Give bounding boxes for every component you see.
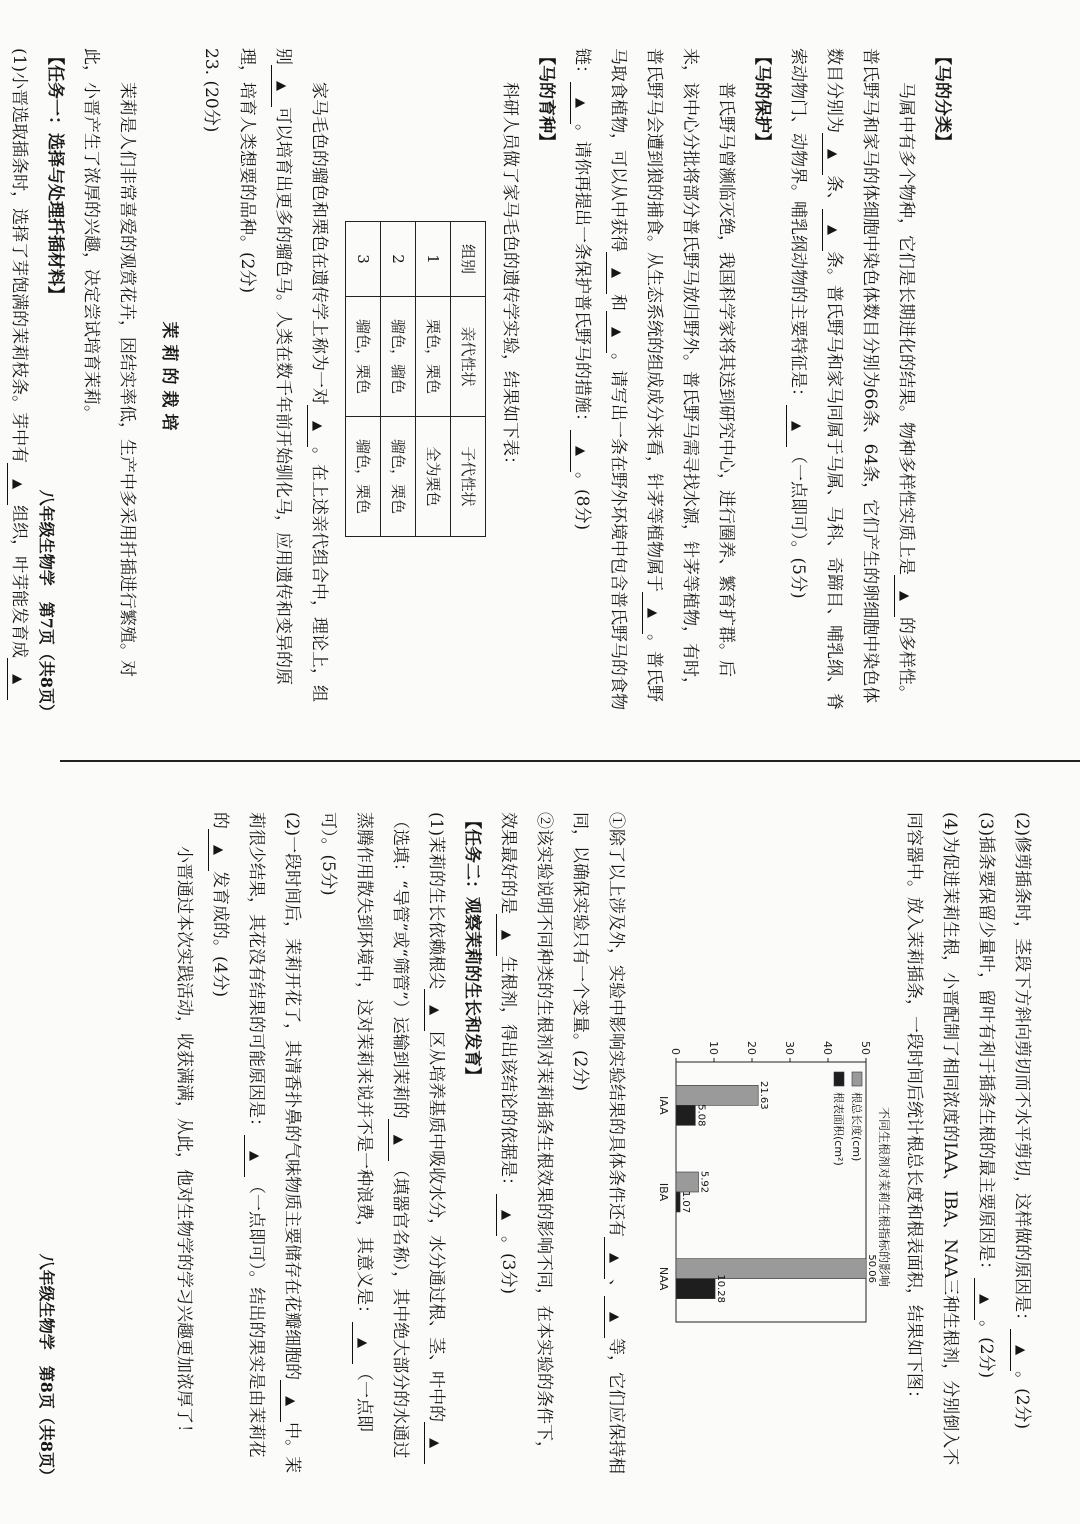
answer-blank[interactable]: ▲ — [307, 405, 326, 447]
answer-blank[interactable]: ▲ — [604, 1296, 623, 1338]
answer-blank[interactable]: ▲ — [208, 829, 227, 871]
question-4-2 — [490, 812, 562, 1474]
chart-svg — [646, 1022, 876, 1332]
text-segment: （一点即可）。结出的果实是由茉莉花的 — [210, 812, 266, 1458]
page-footer: 八年级生物学 第8页（共8页） — [37, 1253, 56, 1484]
answer-blank[interactable]: ▲ — [244, 1135, 263, 1177]
answer-blank[interactable]: ▲ — [352, 1322, 371, 1364]
table-cell: 1 — [416, 221, 451, 296]
table-header-row — [451, 221, 486, 536]
exam-page-8 — [0, 764, 1080, 1524]
chart-title: 不同生根剂对茉莉生根指标的影响 — [877, 1106, 891, 1287]
text-segment: (2)修剪插条时，茎段下方斜向剪切而不水平剪切，这样做的原因是： — [1012, 812, 1032, 1330]
section-subtitle: 茉莉的栽培 — [159, 321, 179, 437]
text-segment: （一点即可）。(5分) — [788, 447, 808, 599]
cross-results-table — [345, 221, 486, 537]
table-cell: 骝色，栗色 — [346, 296, 381, 416]
table-header: 组别 — [451, 221, 486, 296]
breeding-intro: 科研人员做了家马毛色的遗传学实验，结果如下表： — [500, 82, 520, 473]
section-heading-breeding: 【马的育种】 — [536, 48, 556, 150]
text-segment: 生根剂，得出该结论的依据是： — [498, 956, 518, 1194]
answer-blank[interactable]: ▲ — [606, 311, 625, 353]
rooting-chart — [642, 1022, 892, 1332]
task-two-heading: 【任务二：观察茉莉的生长和发育】 — [462, 812, 482, 1084]
x-category-label: IAA — [657, 1096, 670, 1115]
text-segment: 普氏野马曾濒临灭绝，我国科学家将其送到研究中心，进行圈养、繁育扩群。后来，该中心分批将部分普氏野马放归野外。普氏野马需寻找水源，针茅等植物，有时，普氏野马会遭到狼的捕食。从生态系统的组成成分来看，针茅等植物属于 — [644, 48, 736, 694]
text-segment: 发育成的。(4分) — [210, 871, 230, 998]
y-tick-label: 0 — [669, 1048, 682, 1055]
text-segment: (1)小晋选取插条时，选择了芽饱满的茉莉枝条。芽中有 — [9, 48, 29, 464]
text-segment: （一点即可）。(5分) — [318, 812, 374, 1432]
answer-blank[interactable]: ▲ — [271, 65, 290, 107]
text-segment: 。请你再提出一条保护普氏野马的措施： — [572, 124, 592, 430]
y-tick-label: 10 — [707, 1041, 720, 1055]
answer-blank[interactable]: ▲ — [496, 1194, 515, 1236]
text-segment: 可以培育出更多的骝色马。人类在数千年前开始驯化马，应用遗传和变异的原理，培育人类想要的品种。(2分) — [237, 48, 293, 685]
paragraph-intro-jasmine: 茉莉是人们非常喜爱的观赏花卉，因结实率低，生产中多采用扦插进行繁殖。对此，小晋产生了浓厚的兴趣，决定尝试培育茉莉。 — [81, 48, 137, 677]
answer-blank[interactable]: ▲ — [424, 989, 443, 1031]
answer-blank[interactable]: ▲ — [7, 463, 26, 505]
question-number: 23. (20分) — [201, 48, 221, 133]
question-4: (4)为促进茉莉生根，小晋配制了相同浓度的IAA、IBA、NAA三种生根剂，分别倒入不同容器中。放入茉莉插条，一段时间后统计根总长度和根表面积，结果如下图： — [904, 812, 960, 1466]
page-footer: 八年级生物学 第7页（共8页） — [37, 489, 56, 720]
text-segment: 马属中有多个物种，它们是长期进化的结果。物种多样性实质上是 — [896, 82, 916, 575]
table-cell: 3 — [346, 221, 381, 296]
text-segment: 。(8分) — [572, 472, 592, 531]
answer-blank[interactable]: ▲ — [822, 133, 841, 175]
bar-value-label: 50.06 — [866, 1254, 878, 1283]
answer-blank[interactable]: ▲ — [894, 575, 913, 617]
section-heading-protection: 【马的保护】 — [752, 48, 772, 150]
bar — [676, 1259, 866, 1279]
answer-blank[interactable]: ▲ — [786, 405, 805, 447]
answer-blank[interactable]: ▲ — [388, 1119, 407, 1161]
text-segment: 。(2分) — [1012, 1371, 1032, 1430]
answer-blank[interactable]: ▲ — [280, 1380, 299, 1422]
text-segment: 。请写出一条在野外环境中包含普氏野马的食物链： — [572, 48, 628, 710]
exam-page-7 — [0, 0, 1080, 760]
text-segment: 组织，叶芽能发育成 — [9, 505, 29, 659]
text-segment: (2)一段时间后，茉莉开花了，其清香扑鼻的气味物质主要储存在花瓣细胞的 — [282, 812, 302, 1381]
task-two-question-2 — [202, 812, 310, 1474]
table-row — [381, 221, 416, 536]
table-row — [346, 221, 381, 536]
answer-blank[interactable]: ▲ — [604, 1237, 623, 1279]
table-cell: 骝色，栗色 — [346, 417, 381, 537]
text-segment: 。(2分) — [976, 1320, 996, 1379]
legend-swatch — [834, 1072, 844, 1086]
text-segment: 条、 — [824, 175, 844, 209]
answer-blank[interactable]: ▲ — [642, 592, 661, 634]
text-segment: 条。普氏野马和家马同属于马属、马科、奇蹄目、哺乳纲、脊索动物门、动物界。哺乳纲动物的主要特征是： — [788, 48, 844, 710]
table-cell: 骝色，骝色 — [381, 296, 416, 416]
text-segment: 。普氏野马取食植物，可以从中获得 — [608, 48, 664, 702]
text-segment: 。在上述亲代组合中，理论上，组别 — [273, 48, 329, 702]
bar-value-label: 5.08 — [695, 1104, 707, 1127]
table-cell: 全为栗色 — [416, 417, 451, 537]
y-tick-label: 50 — [859, 1041, 872, 1055]
legend-label: 根总长度(cm) — [850, 1092, 863, 1162]
section-heading-classification: 【马的分类】 — [932, 48, 952, 150]
text-segment: (1)茉莉的生长依赖根尖 — [426, 812, 446, 990]
bar-value-label: 10.28 — [715, 1274, 727, 1303]
text-segment: ②该实验说明不同种类的生根剂对茉莉插条生根效果的影响不同，在本实验的条件下，效果最好的是 — [498, 812, 554, 1458]
bar-value-label: 1.07 — [680, 1190, 692, 1214]
paragraph-breeding — [229, 48, 337, 710]
question-2 — [1004, 812, 1040, 1474]
question-4-1 — [562, 812, 634, 1474]
answer-blank[interactable]: ▲ — [822, 209, 841, 251]
bar — [676, 1279, 715, 1299]
page-8-content — [0, 764, 1080, 1524]
text-segment: 、 — [606, 1279, 626, 1296]
answer-blank[interactable]: ▲ — [606, 252, 625, 294]
question-3 — [968, 812, 1004, 1474]
table-header: 亲代性状 — [451, 296, 486, 416]
y-tick-label: 30 — [783, 1041, 796, 1055]
text-segment: 家马毛色的骝色和栗色在遗传学上称为一对 — [309, 82, 329, 405]
x-category-label: IBA — [657, 1182, 670, 1202]
closing-remark: 小晋通过本次实践活动，收获满满，从此，他对生物学的学习兴趣更加浓厚了！ — [174, 846, 194, 1441]
text-segment: 和 — [608, 294, 628, 311]
text-segment: （选填：“导管”或“筛管”）运输到茉莉的 — [390, 812, 410, 1119]
bar-value-label: 21.63 — [758, 1081, 770, 1110]
text-segment: 。(3分) — [498, 1236, 518, 1295]
legend-swatch — [852, 1072, 862, 1086]
bar-value-label: 5.92 — [698, 1170, 710, 1194]
bar — [676, 1085, 758, 1105]
legend-label: 根表面积(cm²) — [832, 1092, 845, 1166]
answer-blank[interactable]: ▲ — [7, 658, 26, 700]
text-segment: 中。茉莉很少结果，其花没有结果的可能原因是： — [246, 812, 302, 1474]
bar — [676, 1105, 695, 1125]
answer-blank[interactable]: ▲ — [974, 1278, 993, 1320]
text-segment: 等，它们应保持相同，以确保实验只有一个变量。(2分) — [570, 812, 626, 1474]
paragraph-protection — [564, 48, 744, 710]
y-tick-label: 20 — [745, 1041, 758, 1055]
text-segment: 的多样性。普氏野马和家马的体细胞中染色体数目分别为66条、64条，它们产生的卵细胞中染色体数目分别为 — [824, 48, 916, 704]
text-segment: ①除了以上涉及外，实验中影响实验结果的具体条件还有 — [606, 812, 626, 1237]
text-segment: (3)插条要保留少量叶，留叶有利于插条生根的最主要原因是： — [976, 812, 996, 1279]
answer-blank[interactable]: ▲ — [570, 82, 589, 124]
table-row — [416, 221, 451, 536]
text-segment: （填器官名称），其中绝大部分的水通过蒸腾作用散失到环境中，这对茉莉来说并不是一种浪费，其意义是： — [354, 812, 410, 1459]
task-one-heading: 【任务一：选择与处理扦插材料】 — [45, 48, 65, 303]
answer-blank[interactable]: ▲ — [570, 430, 589, 472]
bar — [676, 1172, 698, 1192]
paragraph-classification — [780, 48, 924, 710]
answer-blank[interactable]: ▲ — [496, 914, 515, 956]
answer-blank[interactable]: ▲ — [424, 1422, 443, 1464]
page-7-content — [0, 0, 1080, 760]
text-segment: 区从培养基质中吸收水分，水分通过根、茎、叶中的 — [426, 1031, 446, 1423]
y-tick-label: 40 — [821, 1041, 834, 1055]
table-header: 子代性状 — [451, 417, 486, 537]
table-cell: 栗色，栗色 — [416, 296, 451, 416]
task-two-question-1 — [310, 812, 454, 1474]
x-category-label: NAA — [657, 1266, 670, 1291]
page-divider — [60, 760, 1080, 762]
table-cell: 骝色，栗色 — [381, 417, 416, 537]
table-cell: 2 — [381, 221, 416, 296]
answer-blank[interactable]: ▲ — [1010, 1329, 1029, 1371]
